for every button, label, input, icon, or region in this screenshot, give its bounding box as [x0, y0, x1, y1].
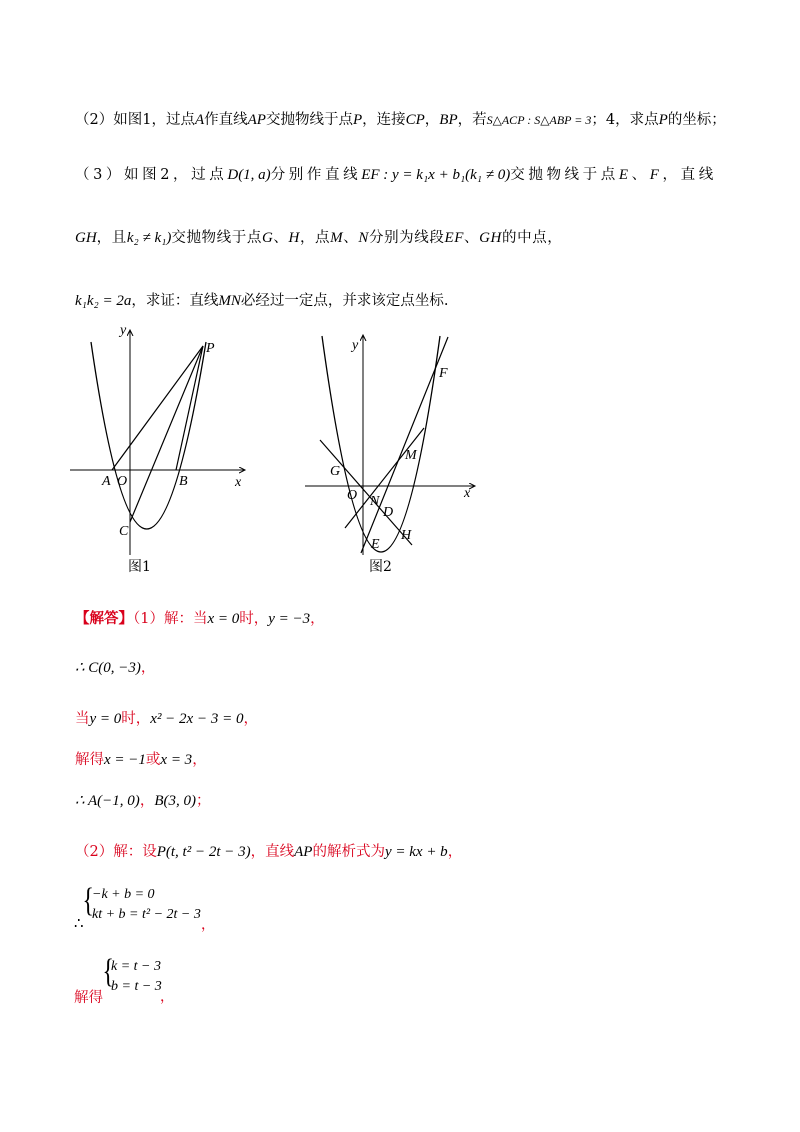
- label-N: N: [370, 494, 380, 509]
- equation-system-2: [111, 957, 162, 997]
- text: 分别为线段: [368, 230, 445, 246]
- label-O: O: [347, 488, 358, 503]
- point-G: G: [261, 230, 274, 246]
- part3-line2: [75, 226, 562, 247]
- text: ；4，求点: [591, 112, 659, 128]
- text: 交抛物线于点: [265, 112, 353, 128]
- math: AP: [294, 844, 313, 860]
- text: 交抛物线于点: [510, 167, 619, 183]
- label-F: F: [439, 366, 448, 381]
- equation: k = t − 3: [111, 959, 161, 974]
- solution-line-2: [75, 656, 155, 677]
- math: ∴ A(−1, 0): [75, 793, 140, 809]
- text: 解得: [75, 752, 104, 768]
- parabola: [322, 336, 440, 552]
- text: ，连接: [362, 112, 406, 128]
- text: 当: [75, 711, 90, 727]
- text: 、: [464, 230, 480, 246]
- text: 作直线: [204, 112, 248, 128]
- text: 解得: [74, 990, 103, 1006]
- label-y: y: [120, 323, 127, 338]
- text: ，: [192, 752, 207, 768]
- math: y = −3: [268, 611, 311, 627]
- solution-header: 【解答】: [75, 610, 133, 627]
- line-GH-eq: GH: [75, 230, 97, 246]
- left-brace: {: [102, 953, 114, 990]
- equation: b = t − 3: [111, 979, 162, 994]
- label-A: A: [102, 474, 111, 489]
- line-MN: MN: [218, 293, 241, 309]
- point-P: P: [352, 112, 363, 128]
- label-y: y: [352, 338, 359, 353]
- text: ，求证：直线: [131, 293, 219, 309]
- label-C: C: [119, 524, 129, 539]
- text: 、: [273, 230, 289, 246]
- label-x: x: [235, 475, 242, 490]
- point-A: A: [194, 112, 205, 128]
- part2-line: [75, 108, 726, 129]
- left-brace: {: [82, 882, 94, 919]
- figure-1: [60, 320, 260, 560]
- point-H: H: [288, 230, 300, 246]
- text: 分别作直线: [270, 167, 362, 183]
- math: B(3, 0): [154, 793, 196, 809]
- text: （2）如图1，过点: [75, 112, 195, 128]
- text: ，: [201, 917, 215, 933]
- label-D: D: [383, 505, 394, 520]
- text: 、: [343, 230, 359, 246]
- label-H: H: [401, 528, 412, 543]
- part3-line1: [75, 163, 717, 184]
- point-P: P: [658, 112, 668, 128]
- text: 时，: [239, 611, 269, 627]
- line-AP: AP: [247, 112, 266, 128]
- parabola: [91, 342, 206, 529]
- label-O: O: [117, 474, 128, 489]
- text: 、: [631, 167, 650, 183]
- label-M: M: [405, 448, 417, 463]
- text: （1）解：当: [133, 611, 208, 627]
- equation: kt + b = t² − 2t − 3: [92, 907, 201, 922]
- text: ，直线: [250, 844, 295, 860]
- text: ，点: [299, 230, 331, 246]
- slope-condition: k₂ ≠ k₁): [126, 230, 172, 246]
- math: y = kx + b: [384, 844, 448, 860]
- math: ∴ C(0, −3): [75, 660, 141, 676]
- text: 的解析式为: [312, 844, 385, 860]
- segment-CP: CP: [405, 112, 425, 128]
- figure-2-caption: 图2: [369, 559, 392, 575]
- solution-line-1: [75, 607, 325, 628]
- text: 时，: [121, 711, 151, 727]
- label-G: G: [330, 464, 341, 479]
- text: 的坐标；: [667, 112, 726, 128]
- point-D: D(1, a): [227, 167, 271, 183]
- text: ，: [160, 989, 174, 1005]
- text: ，且: [96, 230, 127, 246]
- product-condition: k₁k₂ = 2a: [75, 293, 132, 309]
- segment-BP: BP: [439, 112, 458, 128]
- solution-line-6: [75, 840, 462, 861]
- text: （2）解：设: [75, 844, 157, 860]
- label-x: x: [464, 486, 471, 501]
- point-M: M: [330, 230, 344, 246]
- label-P: P: [206, 341, 215, 356]
- math: x = −1: [104, 752, 146, 768]
- point-F: F: [649, 167, 663, 183]
- line-EF: [361, 337, 448, 553]
- label-B: B: [179, 474, 188, 489]
- text: 的中点，: [502, 230, 563, 246]
- math: x = 3: [160, 752, 193, 768]
- text: ，: [310, 611, 325, 627]
- text: ，直线: [662, 167, 717, 183]
- text: 或: [145, 752, 161, 768]
- point-N: N: [358, 230, 369, 246]
- text: ，: [424, 112, 440, 128]
- text: ；: [195, 793, 211, 809]
- figure-1-caption: 图1: [128, 559, 151, 575]
- math: y = 0: [89, 711, 122, 727]
- math: x = 0: [207, 611, 240, 627]
- text: ，: [447, 844, 463, 860]
- figure-2: [300, 320, 490, 560]
- point-E: E: [618, 167, 632, 183]
- text: （3）如图2，过点: [75, 167, 228, 183]
- label-E: E: [371, 537, 380, 552]
- text: ，: [139, 793, 155, 809]
- part3-line3: [75, 289, 448, 310]
- segment-CP: [130, 346, 203, 522]
- segment-EF: EF: [444, 230, 465, 246]
- math: x² − 2x − 3 = 0: [150, 711, 244, 727]
- text: ，: [140, 660, 156, 676]
- text: ，若: [457, 112, 487, 128]
- text: 必经过一定点，并求该定点坐标.: [240, 293, 449, 309]
- equation: −k + b = 0: [92, 887, 155, 902]
- segment-GH: GH: [479, 230, 502, 246]
- line-GH: [320, 440, 412, 545]
- line-EF-eq: EF : y = k₁x + b₁(k₁ ≠ 0): [361, 167, 511, 183]
- solution-line-4: [75, 748, 207, 769]
- equation-system-1: [92, 885, 201, 925]
- math: P(t, t² − 2t − 3): [156, 844, 251, 860]
- area-ratio: S△ACP : S△ABP = 3: [486, 113, 592, 127]
- solution-line-3: [75, 707, 258, 728]
- solution-line-5: [75, 789, 210, 810]
- therefore-symbol: ∴: [74, 914, 84, 932]
- text: 交抛物线于点: [171, 230, 262, 246]
- text: ，: [243, 711, 258, 727]
